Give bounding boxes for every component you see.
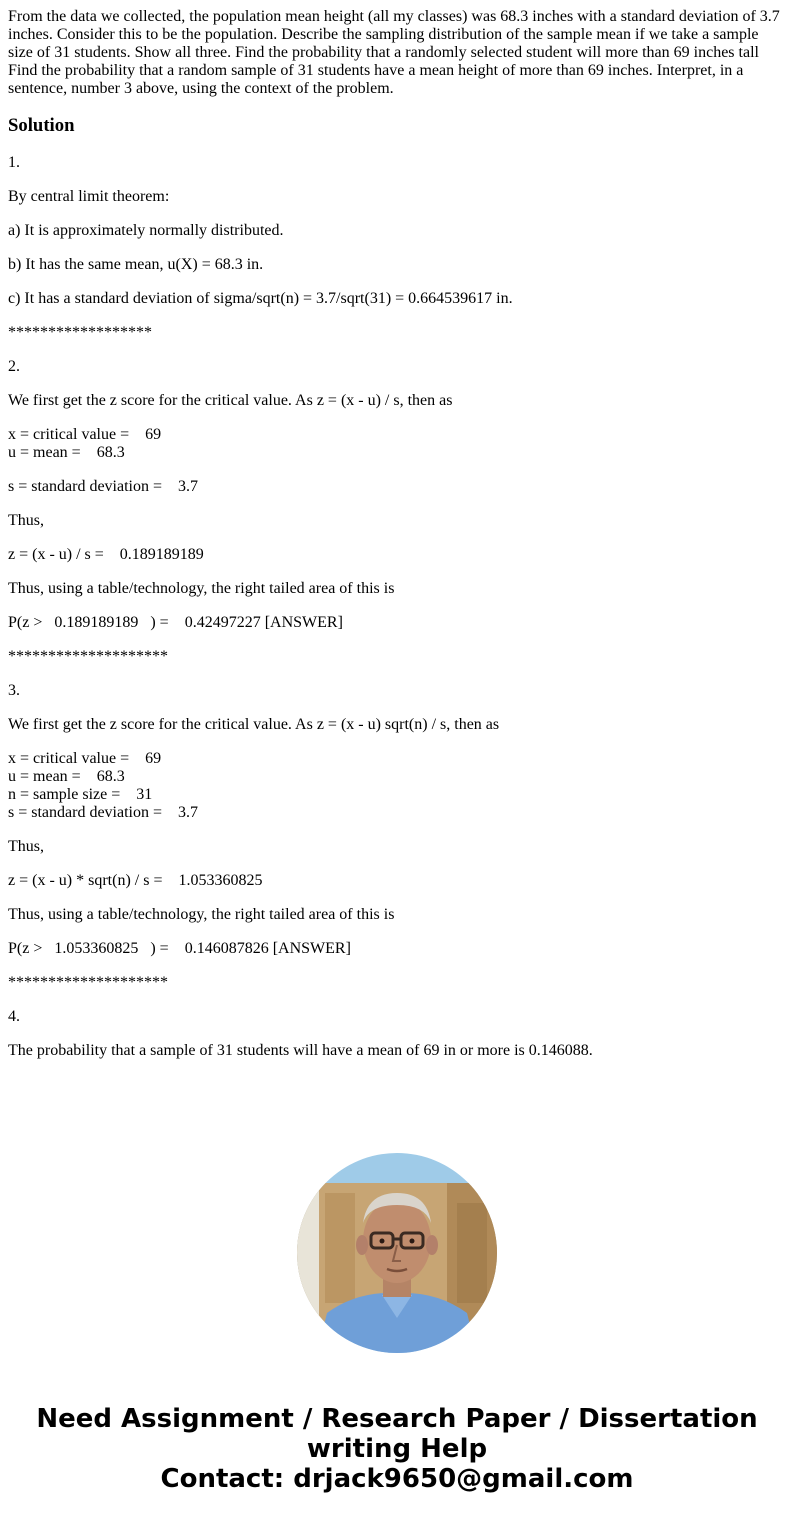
part2-thus: Thus, — [8, 512, 44, 529]
part4-number: 4. — [8, 1008, 20, 1025]
part2-intro: We first get the z score for the critical value. As z = (x - u) / s, then as — [8, 392, 453, 409]
part2-u: u = mean = 68.3 — [8, 444, 125, 461]
promo-line-1: Need Assignment / Research Paper / Dissertation — [36, 1404, 758, 1434]
part1-number: 1. — [8, 154, 20, 171]
part1-separator: ****************** — [8, 324, 152, 341]
part2-z: z = (x - u) / s = 0.189189189 — [8, 546, 204, 563]
part3-z: z = (x - u) * sqrt(n) / s = 1.053360825 — [8, 872, 263, 889]
promo-line-2: writing Help — [306, 1434, 488, 1464]
avatar — [297, 1153, 497, 1353]
part1-b: b) It has the same mean, u(X) = 68.3 in. — [8, 256, 264, 273]
part3-values — [8, 750, 786, 822]
part3-probability: P(z > 1.053360825 ) = 0.146087826 [ANSWER] — [8, 940, 351, 957]
part1-intro: By central limit theorem: — [8, 188, 170, 205]
part2-separator: ******************** — [8, 648, 168, 665]
part3-n: n = sample size = 31 — [8, 786, 153, 803]
part2-values — [8, 426, 786, 462]
part3-separator: ******************** — [8, 974, 168, 991]
part2-s: s = standard deviation = 3.7 — [8, 478, 199, 495]
part4-text: The probability that a sample of 31 students will have a mean of 69 in or more is 0.146088. — [8, 1042, 593, 1059]
solution-heading: Solution — [8, 115, 75, 136]
part2-number: 2. — [8, 358, 20, 375]
promo-banner — [0, 1404, 794, 1494]
part3-table: Thus, using a table/technology, the right tailed area of this is — [8, 906, 395, 923]
part3-thus: Thus, — [8, 838, 44, 855]
promo-contact: Contact: drjack9650@gmail.com — [160, 1464, 634, 1494]
avatar-portrait-image — [297, 1153, 497, 1353]
part3-intro: We first get the z score for the critical value. As z = (x - u) sqrt(n) / s, then as — [8, 716, 500, 733]
question-text: From the data we collected, the population mean height (all my classes) was 68.3 inches with a standard deviation of 3.7 inches. Consider this to be the population. Describe the sampling distribution of the sample mean if we take a sample size of 31 students. Show all three. Find the probability that a randomly selected student will more than 69 inches tall Find the probability that a random sample of 31 students have a mean height of more than 69 inches. Interpret, in a sentence, number 3 above, using the context of the problem. — [8, 8, 780, 97]
part3-x: x = critical value = 69 — [8, 750, 162, 767]
part1-a: a) It is approximately normally distributed. — [8, 222, 284, 239]
part2-x: x = critical value = 69 — [8, 426, 162, 443]
part3-u: u = mean = 68.3 — [8, 768, 125, 785]
part1-c: c) It has a standard deviation of sigma/sqrt(n) = 3.7/sqrt(31) = 0.664539617 in. — [8, 290, 513, 307]
part3-number: 3. — [8, 682, 20, 699]
part2-table: Thus, using a table/technology, the right tailed area of this is — [8, 580, 395, 597]
part3-s: s = standard deviation = 3.7 — [8, 804, 199, 821]
part2-probability: P(z > 0.189189189 ) = 0.42497227 [ANSWER] — [8, 614, 343, 631]
